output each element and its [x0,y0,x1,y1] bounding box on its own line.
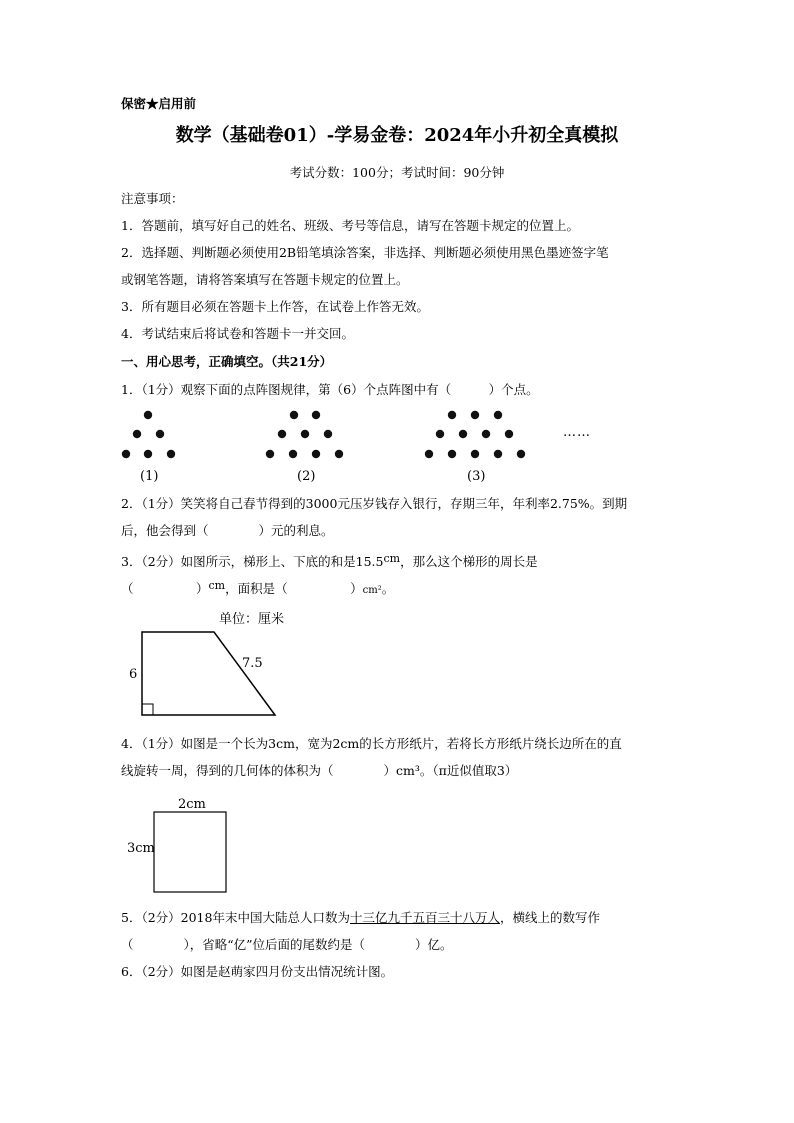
section-heading: 一、用心思考，正确填空。（共21分） [121,354,333,369]
question-3-cont [121,578,394,599]
question-5-cont: （ ），省略“亿”位后面的尾数约是（ ）亿。 [121,937,453,952]
note-item: 4．考试结束后将试卷和答题卡一并交回。 [121,326,354,341]
exam-info: 考试分数：100分；考试时间：90分钟 [289,165,505,180]
q5-underlined: 十三亿九千五百三十八万人 [349,910,500,925]
q3-area-unit: cm² [362,585,382,596]
question-4: 4．（1分）如图是一个长为3cm，宽为2cm的长方形纸片，若将长方形纸片绕长边所在的直 [121,736,622,751]
q3-text: 3．（2分）如图所示，梯形上、下底的和是15.5 [121,554,384,569]
q3-text: ，面积是（ ） [225,581,363,596]
question-2: 2．（1分）笑笑将自己春节得到的3000元压岁钱存入银行，存期三年，年利率2.75%。到期 [121,496,628,511]
q3-text: ，那么这个梯形的周长是 [400,554,538,569]
note-item: 3．所有题目必须在答题卡上作答，在试卷上作答无效。 [121,299,429,314]
figure-label: (1) [140,469,159,484]
question-3 [121,551,538,570]
q3-unit: cm [208,579,226,592]
note-item: 2．选择题、判断题必须使用2B铅笔填涂答案，非选择、判断题必须使用黑色墨迹签字笔 [121,245,609,260]
ellipsis: …… [563,425,591,440]
figure-unit: 单位：厘米 [219,612,285,627]
q3-text: 。 [381,581,395,596]
q5-text: 5．（2分）2018年末中国大陆总人口数为 [121,910,350,925]
question-2-cont: 后，他会得到（ ）元的利息。 [121,523,334,538]
width-label: 2cm [178,797,206,812]
question-5 [121,910,600,926]
confidential-label: 保密★启用前 [121,96,197,111]
note-item: 1．答题前，填写好自己的姓名、班级、考号等信息，请写在答题卡规定的位置上。 [121,218,579,233]
question-1: 1．（1分）观察下面的点阵图规律，第（6）个点阵图中有（ ）个点。 [121,382,539,397]
note-item: 或钢笔答题，请将答案填写在答题卡规定的位置上。 [121,272,409,287]
height-label: 6 [129,667,138,682]
notes-heading: 注意事项： [121,191,184,206]
length-label: 3cm [127,841,155,856]
figure-label: (3) [467,469,486,484]
question-6: 6．（2分）如图是赵萌家四月份支出情况统计图。 [121,964,394,979]
q5-text: ，横线上的数写作 [499,910,600,925]
figure-label: (2) [297,469,316,484]
q3-blank: （ ） [121,581,209,596]
side-label: 7.5 [242,656,263,671]
question-4-cont: 线旋转一周，得到的几何体的体积为（ ）cm³。（π近似值取3） [121,763,518,778]
q3-unit: cm [383,552,401,565]
page-title: 数学（基础卷01）-学易金卷：2024年小升初全真模拟 [175,125,619,146]
